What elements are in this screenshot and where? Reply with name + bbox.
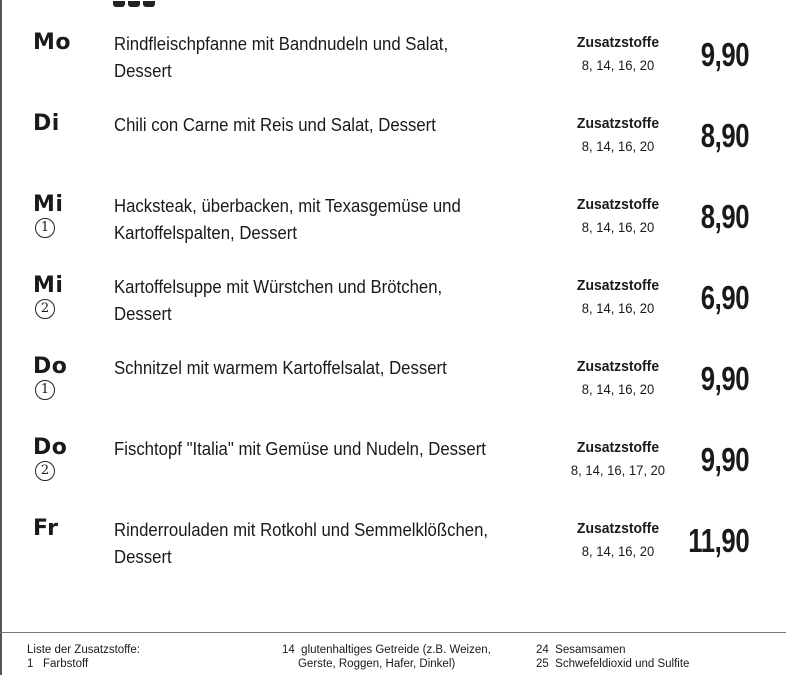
additives-numbers: 8, 14, 16, 20 (581, 543, 655, 559)
weekday-label: Mo (33, 30, 72, 55)
additives-label: Zusatzstoffe (576, 115, 660, 132)
weekday-label: Di (33, 111, 60, 136)
menu-row (0, 192, 786, 273)
price: 9,90 (700, 441, 749, 478)
dish-description: Kartoffelsuppe mit Würstchen und Brötchen, Dessert (114, 277, 443, 324)
weekday-label: Do (33, 354, 68, 379)
dish-description: Rinderrouladen mit Rotkohl und Semmelklößchen, Dessert (114, 520, 489, 567)
price: 6,90 (700, 279, 749, 316)
additive-item: Gerste, Roggen, Hafer, Dinkel) (282, 658, 456, 670)
additives-heading: Liste der Zusatzstoffe: (27, 644, 140, 656)
weekday-label: Mi (33, 192, 64, 217)
menu-row (0, 273, 786, 354)
additives-label: Zusatzstoffe (576, 358, 660, 375)
footer-divider (0, 632, 786, 633)
weekday-label: Do (33, 435, 68, 460)
additives-numbers: 8, 14, 16, 20 (581, 300, 655, 316)
weekday-label: Fr (33, 516, 59, 541)
variant-number-badge: 2 (35, 461, 55, 481)
additives-label: Zusatzstoffe (576, 439, 660, 456)
dish-description: Fischtopf "Italia" mit Gemüse und Nudeln, Dessert (114, 439, 486, 459)
additives-label: Zusatzstoffe (576, 520, 660, 537)
dish-description: Chili con Carne mit Reis und Salat, Dessert (114, 115, 436, 135)
additives-label: Zusatzstoffe (576, 34, 660, 51)
weekday-label: Mi (33, 273, 64, 298)
menu-row (0, 516, 786, 597)
additives-numbers: 8, 14, 16, 20 (581, 381, 655, 397)
additive-item: 1 Farbstoff (27, 658, 89, 670)
menu-row (0, 435, 786, 516)
additives-label: Zusatzstoffe (576, 277, 660, 294)
variant-number-badge: 2 (35, 299, 55, 319)
menu-row (0, 111, 786, 192)
additives-numbers: 8, 14, 16, 17, 20 (570, 462, 666, 478)
cropped-header-fragment (113, 0, 165, 3)
additive-item: 25 Schwefeldioxid und Sulfite (536, 658, 690, 670)
additives-numbers: 8, 14, 16, 20 (581, 219, 655, 235)
dish-description: Hacksteak, überbacken, mit Texasgemüse und Kartoffelspalten, Dessert (114, 196, 461, 243)
additives-numbers: 8, 14, 16, 20 (581, 57, 655, 73)
menu-row (0, 30, 786, 111)
price: 8,90 (700, 198, 749, 235)
additive-item: 24 Sesamsamen (536, 644, 626, 656)
variant-number-badge: 1 (35, 218, 55, 238)
price: 9,90 (700, 360, 749, 397)
price: 9,90 (700, 36, 749, 73)
price: 8,90 (700, 117, 749, 154)
variant-number-badge: 1 (35, 380, 55, 400)
dish-description: Rindfleischpfanne mit Bandnudeln und Salat, Dessert (114, 34, 449, 81)
additives-label: Zusatzstoffe (576, 196, 660, 213)
menu-row (0, 354, 786, 435)
price: 11,90 (687, 522, 749, 559)
additives-numbers: 8, 14, 16, 20 (581, 138, 655, 154)
additive-item: 14 glutenhaltiges Getreide (z.B. Weizen, (282, 644, 491, 656)
dish-description: Schnitzel mit warmem Kartoffelsalat, Dessert (114, 358, 447, 378)
